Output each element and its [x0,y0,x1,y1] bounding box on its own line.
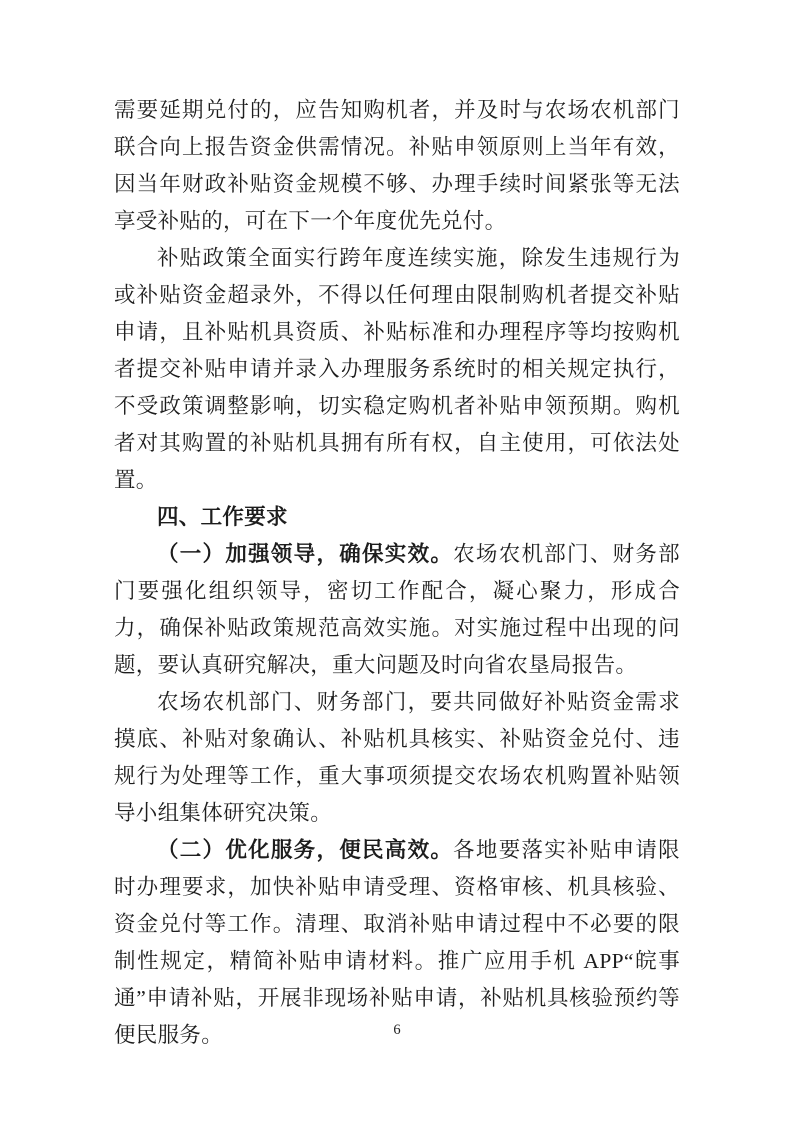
page-number: 6 [393,1022,401,1038]
paragraph-text: 农场农机部门、财务部门要强化组织领导，密切工作配合，凝心聚力，形成合力，确保补贴政策规范高效实施。对实施过程中出现的问题，要认真研究解决，重大问题及时向省农垦局报告。 [114,542,680,677]
document-body [114,92,680,1054]
paragraph [114,240,680,499]
paragraph-text: 农场农机部门、财务部门，要共同做好补贴资金需求摸底、补贴对象确认、补贴机具核实、补贴资金兑付、违规行为处理等工作，重大事项须提交农场农机购置补贴领导小组集体研究决策。 [114,690,680,825]
paragraph [114,684,680,832]
paragraph-text: 补贴政策全面实行跨年度连续实施，除发生违规行为或补贴资金超录外，不得以任何理由限制购机者提交补贴申请，且补贴机具资质、补贴标准和办理程序等均按购机者提交补贴申请并录入办理服务系统时的相关规定执行，不受政策调整影响，切实稳定购机者补贴申领预期。购机者对其购置的补贴机具拥有所有权，自主使用，可依法处置。 [114,246,680,492]
paragraph [114,92,680,240]
paragraph-lead: （二）优化服务，便民高效。 [157,838,454,862]
paragraph-text: 需要延期兑付的，应告知购机者，并及时与农场农机部门联合向上报告资金供需情况。补贴申领原则上当年有效，因当年财政补贴资金规模不够、办理手续时间紧张等无法享受补贴的，可在下一个年度优先兑付。 [114,98,680,233]
section-heading: 四、工作要求 [157,505,288,529]
paragraph-text: 各地要落实补贴申请限时办理要求，加快补贴申请受理、资格审核、机具核验、资金兑付等工作。清理、取消补贴申请过程中不必要的限制性规定，精简补贴申请材料。推广应用手机 APP“皖事通”申请补贴，开展非现场补贴申请，补贴机具核验预约等便民服务。 [114,838,680,1047]
paragraph [114,536,680,684]
paragraph-lead: （一）加强领导，确保实效。 [157,542,454,566]
